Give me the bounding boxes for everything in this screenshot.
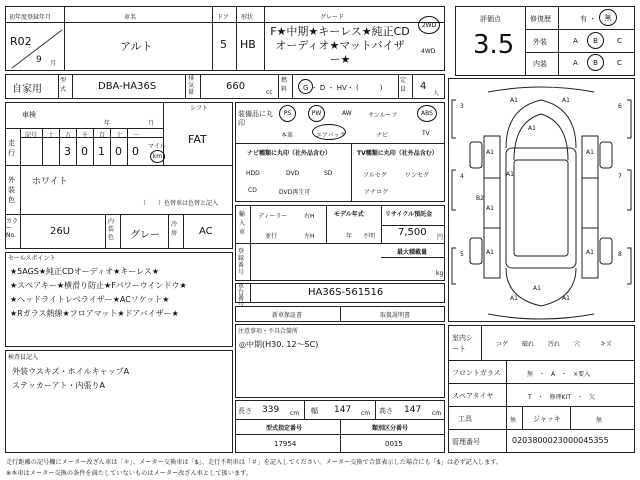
equipment-navi: ナビ [376, 132, 389, 139]
grade-label: グレード [320, 14, 345, 21]
length-unit: cm [290, 410, 300, 417]
drive-4wd-label: 4WD [421, 48, 436, 55]
nav-dvd: DVD [286, 170, 300, 177]
seat-item: 汚れ [548, 341, 561, 348]
spare-tire-value: T ・ 修理KIT ・ 欠 [528, 394, 596, 401]
equipment-aw: AW [342, 110, 352, 117]
footer-note-1: 走行距離の記号欄にメーター改ざん車は「＊」、メーター交換車は「$」、走行不明車は「＃」を記入してください。メーター交換で合算表示した場合にも「$」は必ず記入します。 [6, 459, 503, 466]
car-name-label: 車名 [124, 14, 137, 21]
mileage-digit: 0 [81, 145, 88, 158]
shaken-label: 車検 [22, 111, 36, 119]
exterior-grade-label: 外装 [533, 38, 547, 46]
mileage-label: 走行 [8, 139, 15, 157]
length-label: 長さ [238, 407, 252, 415]
seat-item: 破れ [522, 341, 535, 348]
length-value: 339 [262, 405, 280, 415]
diagram-mark: A1 [486, 205, 494, 212]
jack-value: 無 [596, 417, 603, 424]
nav-hdd: HDD [246, 170, 260, 177]
tv-oneseg: ワンセグ [405, 172, 430, 179]
mgmt-value: 0203800023000045355 [512, 436, 609, 445]
interior-color-label: 内装色 [108, 218, 115, 241]
reg-no-label: 登録番号 [238, 248, 245, 276]
diagram-mark: A1 [510, 97, 518, 104]
height-value: 147 [404, 405, 422, 415]
shape-value: HB [240, 38, 256, 51]
repair-label: 修復歴 [530, 15, 551, 23]
diagram-side-label: 4 [460, 173, 464, 180]
mileage-digit-label: 百 [99, 132, 106, 139]
import-dealer: ディーラー [258, 213, 288, 220]
mileage-digit: 0 [115, 145, 122, 158]
height-label: 高さ [379, 407, 393, 415]
diagram-mark: A1 [506, 171, 514, 178]
equipment-tv: TV [422, 130, 430, 137]
mile-label: マイル [148, 143, 166, 150]
shaken-year-unit: 年 [104, 120, 111, 127]
import-left-handle: 左H [304, 233, 315, 240]
aircon-label: 冷房 [171, 221, 178, 237]
diagram-mark: A1 [510, 295, 518, 302]
notes-label: 注意事項・不具合箇所 [238, 328, 299, 335]
inspector-line: ステッカーアト・内張りA [12, 381, 105, 390]
nav-dvd-play: DVD再生可 [279, 189, 311, 196]
drive-2wd-circle: 2WD [418, 16, 440, 34]
equipment-sunroof: サンルーフ [368, 112, 398, 119]
nav-cd: CD [248, 187, 257, 194]
diagram-mark: A1 [586, 249, 594, 256]
reg-year-value: R02 [10, 35, 32, 48]
height-unit: cm [432, 410, 442, 417]
warranty-label: 新車保証書 [272, 312, 303, 319]
sales-points-label: セールスポイント [8, 255, 56, 262]
shape-label: 形状 [241, 14, 254, 21]
recycle-value: 7,500 [398, 227, 427, 238]
fuel-options: G ・ D ・ HV・ ( ) [303, 84, 383, 92]
grade-value: F★中期★キーレス★純正CDオーディオ★マットバイザー★ [270, 25, 410, 66]
seat-item: 穴 [574, 341, 581, 348]
front-glass-label: フロントガラス [452, 369, 501, 377]
repair-options: 有 ・ [580, 15, 597, 23]
km-circle: km [150, 150, 165, 163]
tools-value: 無 [510, 417, 517, 424]
doors-label: ドア [217, 14, 229, 21]
manual-label: 取扱説明書 [380, 312, 411, 319]
inspector-label: 検査員記入 [8, 354, 39, 361]
notes-value: ◎中期(H30. 12～SC) [239, 340, 319, 349]
sales-point-line: ★ヘッドライトレベライザー★ACソケット★ [10, 295, 170, 304]
usage-value: 自家用 [12, 84, 42, 95]
diagram-mark: A1 [562, 97, 570, 104]
color-no-value: 26U [50, 226, 71, 237]
front-glass-value: 無 ・ A ・ ×要入 [527, 371, 591, 378]
mileage-digit-label: 十 [116, 132, 123, 139]
max-load-unit: kg [436, 270, 444, 277]
reg-month-unit: 月 [50, 60, 57, 67]
equipment-abs-circle: ABS [417, 105, 437, 122]
shift-label: シフト [190, 105, 209, 112]
model-value: DBA-HA36S [98, 81, 157, 92]
mileage-digit: 0 [132, 145, 139, 158]
type-designation-label: 型式指定番号 [266, 425, 303, 432]
seat-item: コゲ [496, 341, 509, 348]
sales-point-line: ★5AGS★純正CDオーディオ★キーレス★ [10, 267, 160, 276]
model-label: 型式 [60, 77, 67, 93]
chassis-value: HA36S-561516 [308, 287, 384, 298]
mileage-digit-label: 万 [65, 132, 72, 139]
reg-month-value: 9 [36, 55, 42, 65]
diagram-side-label: 7 [618, 173, 622, 180]
diagram-mark: A1 [486, 149, 494, 156]
color-change-note: （ ）色替車は色替と記入 [140, 200, 219, 207]
class-value: 0015 [385, 440, 403, 448]
model-year-unknown: 不明 [363, 233, 376, 240]
capacity-value: 4 [420, 81, 427, 92]
class-label: 類別区分番号 [372, 425, 409, 432]
seat-item: キズ [600, 341, 612, 348]
diagram-mark: B2 [476, 195, 484, 202]
jack-label: ジャッキ [533, 415, 561, 423]
mileage-digit: 1 [98, 145, 105, 158]
doors-value: 5 [220, 38, 227, 51]
exterior-color-value: ホワイト [32, 177, 68, 187]
equipment-airbag-circle [312, 124, 346, 140]
tv-fullseg: フルセグ [363, 172, 387, 179]
nav-sd: SD [324, 170, 333, 177]
interior-grade-c: C [617, 59, 622, 67]
car-name-value: アルト [120, 40, 153, 53]
equipment-ps-circle: PS [279, 105, 296, 122]
score-value: 3.5 [473, 30, 515, 60]
mileage-digit: 3 [64, 145, 71, 158]
equipment-airbag: エアバック [316, 132, 346, 139]
mileage-digit-label: 一 [133, 132, 140, 139]
seat-label: 室内シート [452, 334, 473, 353]
recycle-yen: 円 [437, 234, 444, 241]
fuel-g-circle [298, 79, 313, 94]
interior-color-value: グレー [130, 230, 160, 241]
mileage-digit-label: 十 [48, 132, 55, 139]
import-label: 輸入車 [239, 211, 246, 236]
tools-label: 工具 [458, 415, 472, 423]
exterior-grade-b-circle: B [587, 32, 604, 49]
aircon-value: AC [199, 226, 213, 237]
sales-point-line: ★Rガラス熱線★フロアマット★ドアバイザー★ [10, 309, 179, 318]
nav-title: ナビ種類に丸印（社外品含む） [247, 150, 332, 157]
shift-value: FAT [188, 133, 207, 146]
max-load-label: 最大積載量 [397, 249, 428, 256]
displacement-value: 660 [226, 81, 246, 92]
cc-unit: cc [266, 89, 273, 96]
model-year-unit: 年 [346, 233, 353, 240]
diagram-side-label: 3 [460, 103, 464, 110]
equipment-leather: 本革 [281, 132, 294, 139]
type-designation-value: 17954 [274, 440, 297, 448]
inspector-line: 外装ウスキズ・ホイルキャップA [12, 367, 130, 376]
notes-box [235, 324, 445, 398]
mgmt-label: 管理番号 [452, 438, 480, 446]
mileage-digit-label: 千 [82, 132, 89, 139]
width-label: 幅 [311, 407, 318, 415]
tv-title: TV種類に丸印（社外品含む） [357, 150, 438, 157]
chassis-label: 車台番号 [238, 283, 245, 308]
width-unit: cm [361, 410, 371, 417]
model-year-label: モデル年式 [334, 211, 364, 218]
tv-analog: アナログ [364, 189, 389, 196]
score-label: 評価点 [480, 15, 501, 23]
shaken-month-unit: 月 [148, 120, 155, 127]
diagram-mark: A1 [486, 249, 494, 256]
width-value: 147 [334, 405, 352, 415]
capacity-unit: 人 [433, 90, 440, 97]
diagram-mark: A1 [586, 149, 594, 156]
color-no-label: カラーNo. [6, 218, 19, 239]
diagram-mark: A1 [533, 285, 541, 292]
diagram-side-label: 8 [618, 251, 622, 258]
exterior-color-label: 外装色 [8, 176, 15, 204]
recycle-label: リサイクル預託金 [385, 211, 433, 218]
reg-year-label: 初年度登録年月 [9, 14, 52, 21]
record-label: 記号 [25, 132, 38, 139]
import-parallel: 並行 [265, 233, 278, 240]
equipment-pw-circle: PW [308, 105, 325, 122]
capacity-label: 定員 [400, 77, 407, 93]
fuel-label: 燃料 [281, 77, 288, 93]
diagram-side-label: 5 [460, 251, 464, 258]
sales-point-line: ★スペアキー★横滑り防止★Fパワーウインドウ★ [10, 281, 187, 290]
repair-none-circle: 無 [599, 9, 617, 26]
diagram-mark: A1 [562, 295, 570, 302]
exterior-grade-a: A [573, 37, 578, 45]
diagram-mark: A1 [528, 125, 536, 132]
interior-grade-b-circle: B [587, 54, 604, 71]
footer-note-2: ※本車はメーター交換の条件を満たしていないものはメーター改ざん車として扱います。 [6, 470, 252, 477]
interior-grade-a: A [573, 59, 578, 67]
equipment-label: 装備品に丸印 [238, 110, 273, 127]
displacement-label: 排気量 [188, 75, 195, 96]
car-diagram [448, 78, 635, 322]
interior-grade-label: 内装 [533, 60, 547, 68]
import-right-handle: 右H [304, 213, 315, 220]
diagram-side-label: 6 [618, 103, 622, 110]
exterior-grade-c: C [617, 37, 622, 45]
spare-tire-label: スペアタイヤ [452, 392, 494, 400]
